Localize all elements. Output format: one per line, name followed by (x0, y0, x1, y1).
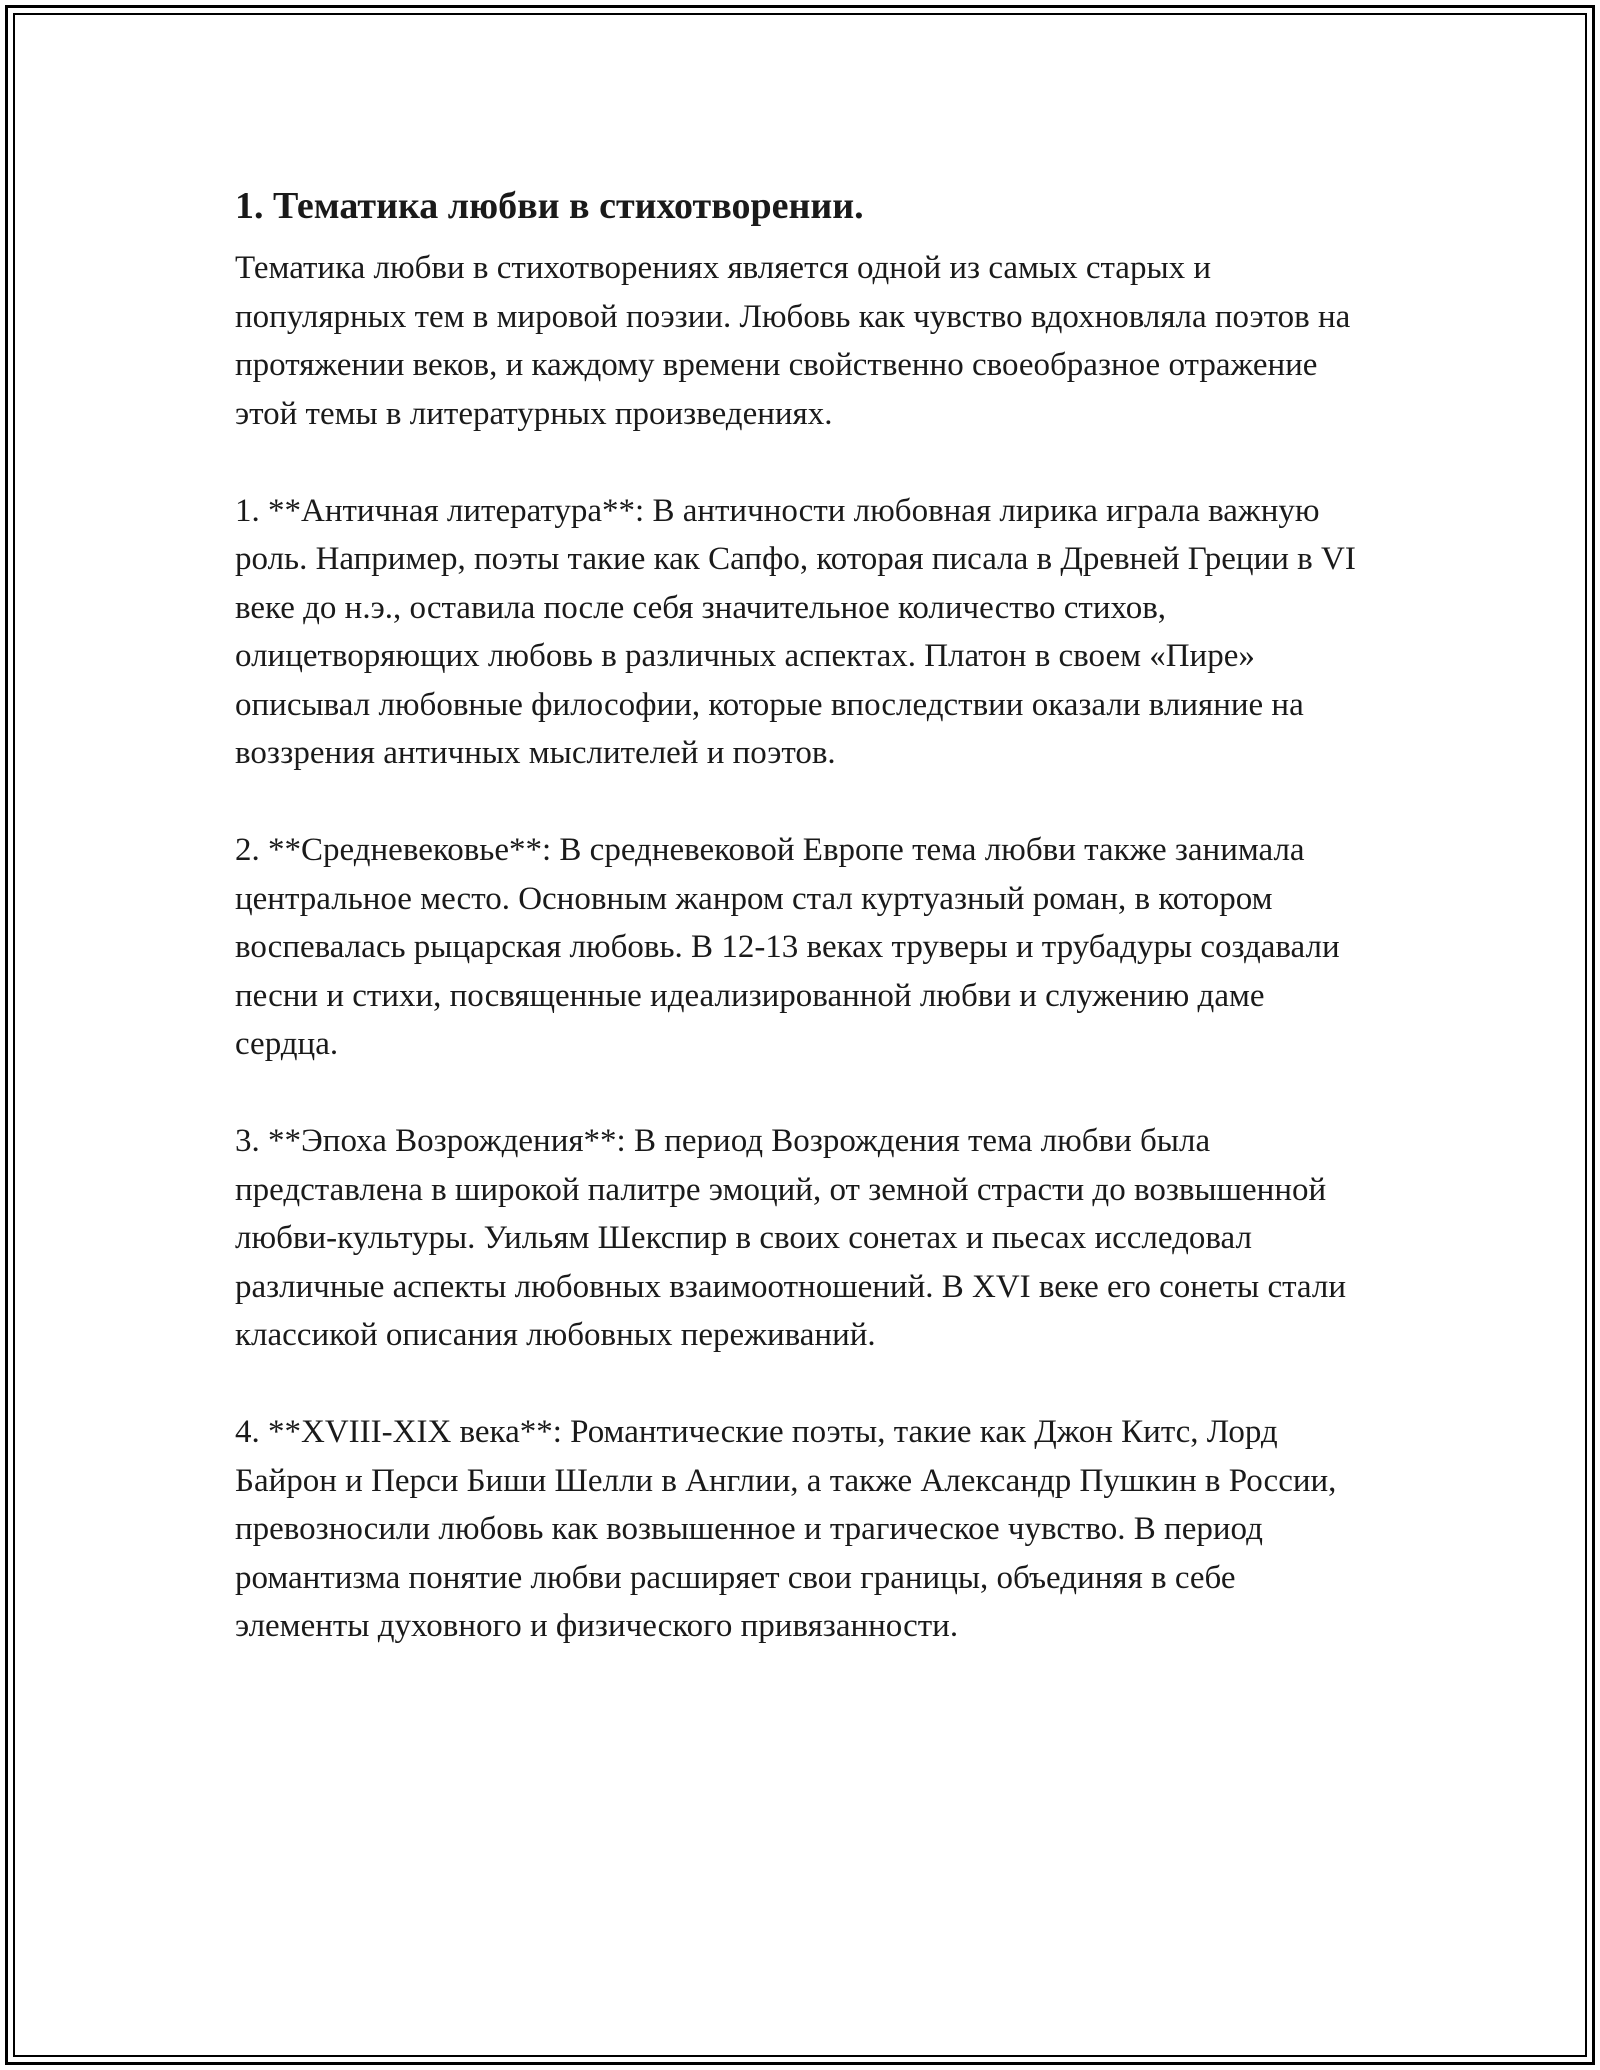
document-page (235, 180, 1365, 1699)
paragraph-antiquity: 1. **Античная литература**: В античности любовная лирика играла важную роль. Например, поэты такие как Сапфо, которая писала в Древней Греции в VI веке до н.э., оставила после себя значительное количество стихов, олицетворяющих любовь в различных аспектах. Платон в своем «Пире» описывал любовные философии, которые впоследствии оказали влияние на воззрения античных мыслителей и поэтов. (235, 492, 1356, 771)
intro-paragraph: Тематика любви в стихотворениях является одной из самых старых и популярных тем в мировой поэзии. Любовь как чувство вдохновляла поэтов на протяжении веков, и каждому времени свойственно своеобразное отражение этой темы в литературных произведениях. (235, 250, 1351, 432)
paragraph-18-19-centuries: 4. **XVIII-XIX века**: Романтические поэты, такие как Джон Китс, Лорд Байрон и Перси Биши Шелли в Англии, а также Александр Пушкин в России, превозносили любовь как возвышенное и трагическое чувство. В период романтизма понятие любви расширяет свои границы, объединяя в себе элементы духовного и физического привязанности. (235, 1414, 1337, 1644)
paragraph-middle-ages: 2. **Средневековье**: В средневековой Европе тема любви также занимала центральное место. Основным жанром стал куртуазный роман, в котором воспевалась рыцарская любовь. В 12-13 веках труверы и трубадуры создавали песни и стихи, посвященные идеализированной любви и служению даме сердца. (235, 832, 1340, 1062)
paragraph-renaissance: 3. **Эпоха Возрождения**: В период Возрождения тема любви была представлена в широкой палитре эмоций, от земной страсти до возвышенной любви-культуры. Уильям Шекспир в своих сонетах и пьесах исследовал различные аспекты любовных взаимоотношений. В XVI веке его сонеты стали классикой описания любовных переживаний. (235, 1123, 1346, 1353)
section-heading: 1. Тематика любви в стихотворении. (235, 185, 864, 227)
